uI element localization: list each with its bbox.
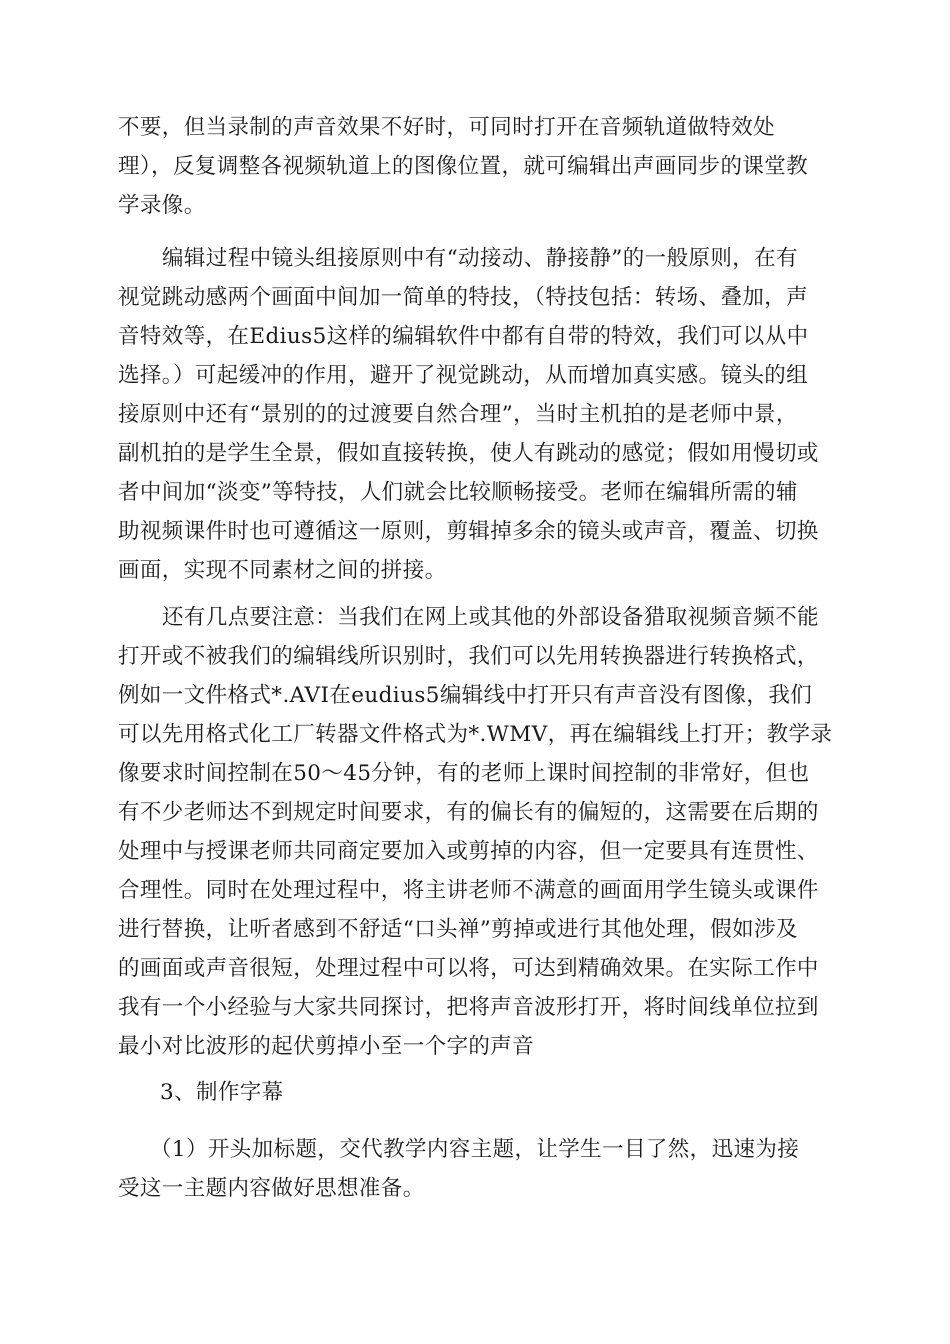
- paragraph-line: 视觉跳动感两个画面中间加一简单的特技，（特技包括：转场、叠加，声: [118, 285, 809, 310]
- paragraph-line: 可以先用格式化工厂转器文件格式为*.WMV，再在编辑线上打开；教学录: [118, 722, 833, 747]
- paragraph-line: 助视频课件时也可遵循这一原则，剪辑掉多余的镜头或声音，覆盖、切换: [118, 519, 819, 544]
- paragraph-line: 我有一个小经验与大家共同探讨，把将声音波形打开，将时间线单位拉到: [118, 995, 819, 1020]
- paragraph-line: 音特效等，在Edius5这样的编辑软件中都有自带的特效，我们可以从中: [118, 324, 809, 349]
- section-heading-text: 3、制作字幕: [160, 1080, 284, 1105]
- paragraph-line: 选择。）可起缓冲的作用，避开了视觉跳动，从而增加真实感。镜头的组: [118, 363, 809, 388]
- paragraph-line: 接原则中还有“景别的的过渡要自然合理”，当时主机拍的是老师中景，: [118, 402, 798, 427]
- paragraph-line: 理），反复调整各视频轨道上的图像位置，就可编辑出声画同步的课堂教: [118, 154, 809, 179]
- paragraph-line: 者中间加“淡变”等特技，人们就会比较顺畅接受。老师在编辑所需的辅: [118, 480, 798, 505]
- paragraph-line: 还有几点要注意：当我们在网上或其他的外部设备猎取视频音频不能: [162, 605, 820, 630]
- paragraph-line: 进行替换，让听者感到不舒适“口头禅”剪掉或进行其他处理，假如涉及: [118, 917, 798, 942]
- paragraph-line: 受这一主题内容做好思想准备。: [118, 1176, 425, 1201]
- paragraph-line: 打开或不被我们的编辑线所识别时，我们可以先用转换器进行转换格式，: [118, 644, 819, 669]
- paragraph-line: 编辑过程中镜头组接原则中有“动接动、静接静”的一般原则，在有: [162, 246, 798, 271]
- paragraph-line: 学录像。: [118, 193, 206, 218]
- paragraph-line: 最小对比波形的起伏剪掉小至一个字的声音: [118, 1034, 535, 1059]
- paragraph-line: 不要，但当录制的声音效果不好时，可同时打开在音频轨道做特效处: [118, 115, 776, 140]
- paragraph-line: 处理中与授课老师共同商定要加入或剪掉的内容，但一定要具有连贯性、: [118, 839, 819, 864]
- paragraph-line: （1）开头加标题，交代教学内容主题，让学生一目了然，迅速为接: [150, 1137, 800, 1162]
- paragraph-line: 合理性。同时在处理过程中，将主讲老师不满意的画面用学生镜头或课件: [118, 878, 819, 903]
- paragraph-line: 有不少老师达不到规定时间要求，有的偏长有的偏短的，这需要在后期的: [118, 800, 819, 825]
- paragraph-line: 例如一文件格式*.AVI在eudius5编辑线中打开只有声音没有图像，我们: [118, 683, 813, 708]
- paragraph-line: 的画面或声音很短，处理过程中可以将，可达到精确效果。在实际工作中: [118, 956, 819, 981]
- paragraph-line: 副机拍的是学生全景，假如直接转换，使人有跳动的感觉；假如用慢切或: [118, 441, 819, 466]
- paragraph-line: 像要求时间控制在50～45分钟，有的老师上课时间控制的非常好，但也: [118, 761, 810, 786]
- paragraph-line: 画面，实现不同素材之间的拼接。: [118, 558, 447, 583]
